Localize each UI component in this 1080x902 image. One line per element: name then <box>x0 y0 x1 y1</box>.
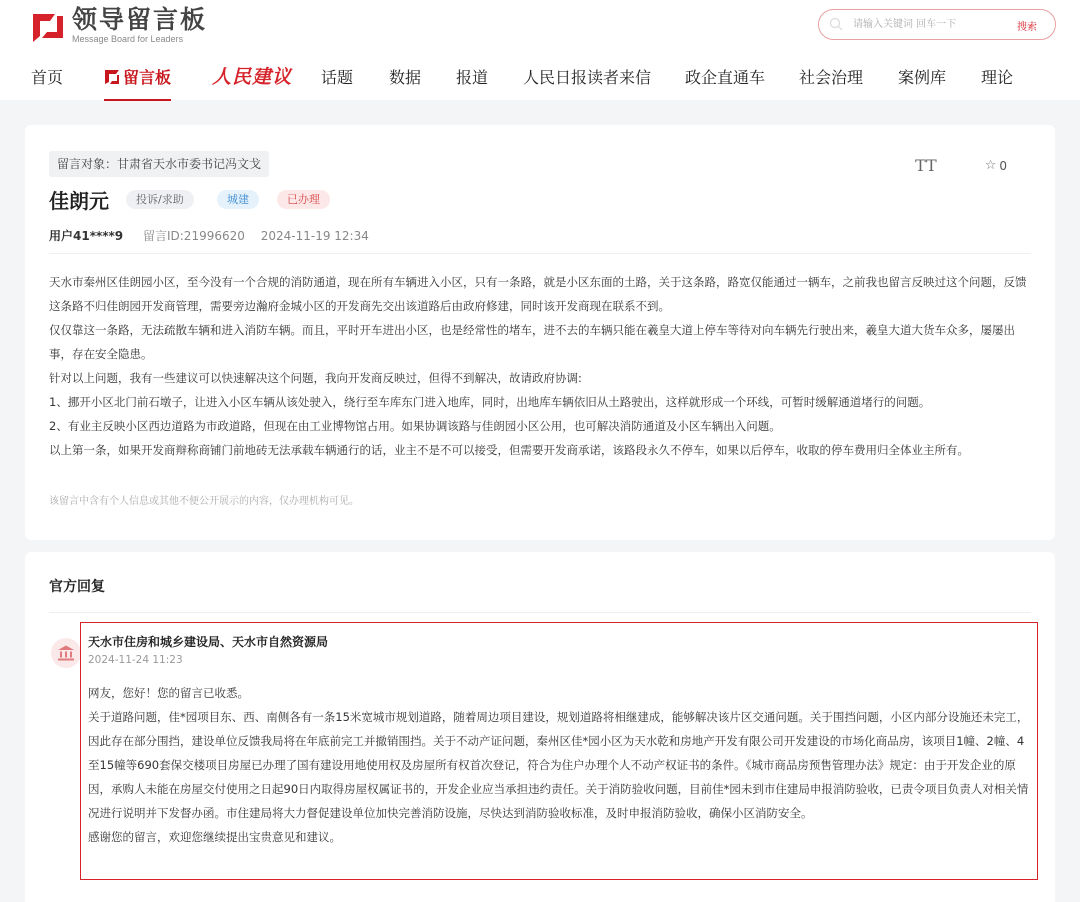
message-paragraph: 仅仅靠这一条路，无法疏散车辆和进入消防车辆。而且，平时开车进出小区，也是经常性的堵车，进不去的车辆只能在羲皇大道上停车等待对向车辆先行驶出来，羲皇大道大货车众多，屡屡出事，存在安全隐患。 <box>49 323 1015 361</box>
logo-mark-icon <box>30 8 66 44</box>
reply-paragraph: 网友，您好！您的留言已收悉。 <box>88 686 249 700</box>
nav-message-board[interactable] <box>104 65 171 89</box>
message-target: 留言对象：甘肃省天水市委书记冯文戈 <box>49 151 269 177</box>
nav-case-library[interactable]: 案例库 <box>898 68 947 87</box>
reply-paragraph: 关于道路问题，佳*园项目东、西、南侧各有一条15米宽城市规划道路，随着周边项目建设，规划道路将相继建成，能够解决该片区交通问题。关于围挡问题，小区内部分设施还未完工，因此存在部分围挡，建设单位反馈我局将在年底前完工并撤销围挡。关于不动产证问题，秦州区佳*园小区为天水乾和房地产开发有限公司开发建设的市场化商品房，该项目1幢、2幢、4至15幢等690套保交楼项目房屋已办理了国有建设用地使用权及房屋所有权首次登记，符合为住户办理个人不动产权证书的条件。《城市商品房预售管理办法》规定：由于开发企业的原因，承购人未能在房屋交付使用之日起90日内取得房屋权属证书的，开发企业应当承担违约责任。关于消防验收问题，目前佳*园未到市住建局申报消防验收，已责令项目负责人对相关情况进行说明并下发督办函。市住建局将大力督促建设单位加快完善消防设施，尽快达到消防验收标准，及时申报消防验收，确保小区消防安全。 <box>88 710 1029 820</box>
nav-message-board-label: 留言板 <box>123 68 172 87</box>
nav-people-suggestion[interactable]: 人民建议 <box>212 66 293 88</box>
search-icon <box>829 16 843 35</box>
status-badge: 已办理 <box>277 190 330 209</box>
message-board-icon <box>104 69 120 89</box>
search-button[interactable]: 搜索 <box>1017 22 1037 33</box>
site-logo[interactable] <box>30 6 207 45</box>
reply-paragraph: 感谢您的留言，欢迎您继续提出宝贵意见和建议。 <box>88 830 341 844</box>
font-size-icon[interactable]: TT <box>915 156 937 175</box>
message-datetime: 2024-11-19 12:34 <box>260 229 369 243</box>
message-meta <box>49 227 369 244</box>
nav-social-governance[interactable]: 社会治理 <box>799 68 864 87</box>
nav-reader-letters[interactable]: 人民日报读者来信 <box>523 68 652 87</box>
message-paragraph: 天水市秦州区佳朗园小区，至今没有一个合规的消防通道，现在所有车辆进入小区，只有一条路，就是小区东面的土路，关于这条路，路宽仅能通过一辆车，之前我也留言反映过这个问题，反馈这条路不归佳朗园开发商管理，需要旁边瀚府金城小区的开发商先交出该道路后由政府修建，同时该开发商现在联系不到。 <box>49 275 1027 313</box>
reply-heading: 官方回复 <box>49 579 105 595</box>
nav-topics[interactable]: 话题 <box>321 68 354 87</box>
logo-subtitle: Message Board for Leaders <box>72 34 184 44</box>
message-title: 佳朗元 <box>49 189 109 213</box>
star-icon: ☆ <box>984 158 997 173</box>
divider <box>49 612 1031 613</box>
site-header <box>0 0 1080 100</box>
message-paragraph: 1、挪开小区北门前石墩子，让进入小区车辆从该处驶入，绕行至车库东门进入地库，同时，出地库车辆依旧从土路驶出，这样就形成一个环线，可暂时缓解通道堵行的问题。 <box>49 395 931 409</box>
search-box <box>818 9 1056 40</box>
reply-box <box>80 622 1038 880</box>
message-paragraph: 针对以上问题，我有一些建议可以快速解决这个问题，我向开发商反映过，但得不到解决，故请政府协调: <box>49 371 582 385</box>
message-card <box>25 125 1055 540</box>
message-tools <box>915 156 1007 175</box>
nav-reports[interactable]: 报道 <box>456 68 489 87</box>
reply-body <box>88 681 1033 849</box>
message-id: 留言ID:21996620 <box>142 229 245 243</box>
logo-title: 领导留言板 <box>72 5 208 34</box>
field-tag: 城建 <box>217 190 259 209</box>
message-paragraph: 以上第一条，如果开发商辩称商铺门前地砖无法承载车辆通行的话，业主不是不可以接受，但需要开发商承诺，该路段永久不停车，如果以后停车，收取的停车费用归全体业主所有。 <box>49 443 969 457</box>
user-name: 用户41****9 <box>49 229 124 243</box>
favorite-count: 0 <box>999 158 1007 173</box>
search-input[interactable] <box>853 13 1003 36</box>
reply-card <box>25 552 1055 902</box>
message-body <box>49 270 1034 462</box>
category-tag: 投诉/求助 <box>126 190 194 209</box>
favorite-button[interactable] <box>985 158 1007 173</box>
privacy-note: 该留言中含有个人信息或其他不便公开展示的内容，仅办理机构可见。 <box>49 496 359 507</box>
reply-org: 天水市住房和城乡建设局、天水市自然资源局 <box>88 635 329 649</box>
government-building-icon <box>51 638 81 668</box>
nav-theory[interactable]: 理论 <box>981 68 1014 87</box>
nav-data[interactable]: 数据 <box>389 68 422 87</box>
divider <box>49 253 1031 254</box>
reply-date: 2024-11-24 11:23 <box>88 654 183 666</box>
nav-gov-enterprise[interactable]: 政企直通车 <box>685 68 766 87</box>
nav-home[interactable]: 首页 <box>31 68 64 87</box>
main-nav <box>0 62 1080 96</box>
message-paragraph: 2、有业主反映小区西边道路为市政道路，但现在由工业博物馆占用。如果协调该路与佳朗园小区公用，也可解决消防通道及小区车辆出入问题。 <box>49 419 781 433</box>
